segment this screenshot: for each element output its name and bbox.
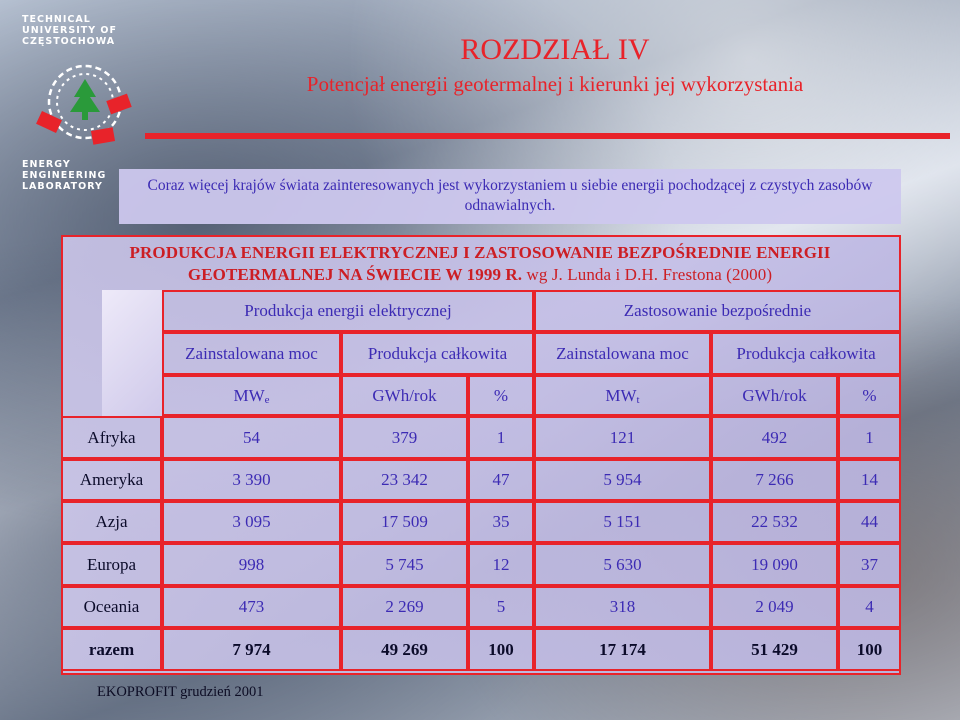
table-cell: 1 xyxy=(468,416,534,459)
table-cell: 47 xyxy=(468,459,534,501)
logo-laboratory-name: ENERGY ENGINEERING LABORATORY xyxy=(22,159,107,192)
table-cell: 14 xyxy=(838,459,901,501)
table-cell: 12 xyxy=(468,543,534,586)
table-cell: 100 xyxy=(468,628,534,671)
unit-mwe-sub: e xyxy=(264,393,270,406)
logo-emblem-icon xyxy=(30,57,140,147)
table-title-main: PRODUKCJA ENERGII ELEKTRYCZNEJ I ZASTOSOWANIE BEZPOŚREDNIE ENERGII GEOTERMALNEJ NA ŚWIECIE W 1999 R. xyxy=(129,243,831,284)
subheader-installed-direct: Zainstalowana moc xyxy=(534,332,711,375)
row-region-label: Oceania xyxy=(61,586,162,628)
table-cell: 22 532 xyxy=(711,501,838,543)
row-region-label: Europa xyxy=(61,543,162,586)
row-region-label: Ameryka xyxy=(61,459,162,501)
table-cell: 49 269 xyxy=(341,628,468,671)
table-cell: 44 xyxy=(838,501,901,543)
subheader-production-electric: Produkcja całkowita xyxy=(341,332,534,375)
table-corner-box xyxy=(102,290,162,416)
row-region-label: Afryka xyxy=(61,416,162,459)
row-region-label: razem xyxy=(61,628,162,671)
unit-percent-direct: % xyxy=(838,375,901,416)
unit-percent-electric: % xyxy=(468,375,534,416)
group-header-direct: Zastosowanie bezpośrednie xyxy=(534,290,901,332)
unit-mwt xyxy=(534,375,711,416)
table-cell: 3 095 xyxy=(162,501,341,543)
table-cell: 17 509 xyxy=(341,501,468,543)
table-cell: 5 xyxy=(468,586,534,628)
intro-text: Coraz więcej krajów świata zainteresowanych jest wykorzystaniem u siebie energii pochodzącej z czystych zasobów odnawialnych. xyxy=(119,169,901,224)
table-cell: 19 090 xyxy=(711,543,838,586)
unit-gwh-direct: GWh/rok xyxy=(711,375,838,416)
table-cell: 2 049 xyxy=(711,586,838,628)
table-cell: 5 745 xyxy=(341,543,468,586)
table-cell: 100 xyxy=(838,628,901,671)
table-title-source: wg J. Lunda i D.H. Frestona (2000) xyxy=(522,265,773,284)
table-cell: 35 xyxy=(468,501,534,543)
group-header-electric: Produkcja energii elektrycznej xyxy=(162,290,534,332)
table-cell: 51 429 xyxy=(711,628,838,671)
header-divider xyxy=(145,133,950,139)
table-cell: 5 954 xyxy=(534,459,711,501)
table-cell: 4 xyxy=(838,586,901,628)
table-cell: 473 xyxy=(162,586,341,628)
subheader-production-direct: Produkcja całkowita xyxy=(711,332,901,375)
chapter-subtitle: Potencjał energii geotermalnej i kierunki jej wykorzystania xyxy=(306,72,804,96)
unit-mwe xyxy=(162,375,341,416)
unit-mwe-base: MW xyxy=(233,385,265,405)
chapter-title: ROZDZIAŁ IV xyxy=(460,33,650,66)
table-cell: 1 xyxy=(838,416,901,459)
footer-text: EKOPROFIT grudzień 2001 xyxy=(97,684,264,700)
table-cell: 998 xyxy=(162,543,341,586)
table-cell: 17 174 xyxy=(534,628,711,671)
unit-mwt-sub: t xyxy=(636,393,640,406)
subheader-installed-electric: Zainstalowana moc xyxy=(162,332,341,375)
table-cell: 121 xyxy=(534,416,711,459)
table-cell: 3 390 xyxy=(162,459,341,501)
table-cell: 23 342 xyxy=(341,459,468,501)
table-cell: 492 xyxy=(711,416,838,459)
table-cell: 54 xyxy=(162,416,341,459)
table-cell: 5 151 xyxy=(534,501,711,543)
unit-gwh-electric: GWh/rok xyxy=(341,375,468,416)
table-cell: 318 xyxy=(534,586,711,628)
unit-mwt-base: MW xyxy=(605,385,637,405)
table-title xyxy=(95,242,865,286)
table-cell: 5 630 xyxy=(534,543,711,586)
table-cell: 2 269 xyxy=(341,586,468,628)
table-cell: 379 xyxy=(341,416,468,459)
row-region-label: Azja xyxy=(61,501,162,543)
logo-university-name: TECHNICAL UNIVERSITY OF CZĘSTOCHOWA xyxy=(22,14,117,47)
table-cell: 37 xyxy=(838,543,901,586)
table-cell: 7 974 xyxy=(162,628,341,671)
table-cell: 7 266 xyxy=(711,459,838,501)
